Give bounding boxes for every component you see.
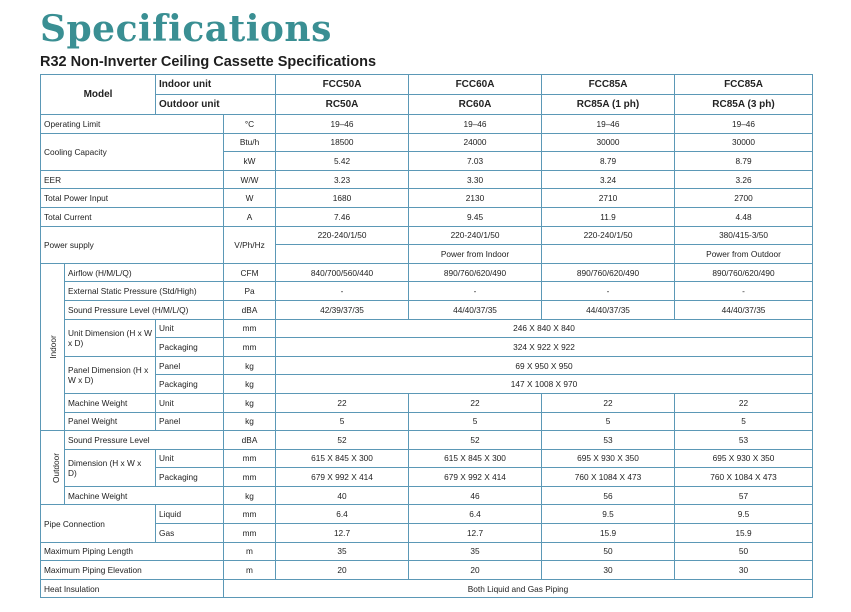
table-row [41,524,813,543]
value-cell: 4.48 [675,207,813,226]
spec-table [40,74,813,598]
value-cell: Power from Outdoor [675,245,813,264]
value-cell: 615 X 845 X 300 [409,449,542,468]
value-cell: 22 [675,393,813,412]
value-cell: 5 [276,412,409,431]
unit-cell: Pa [224,282,276,301]
value-cell: 22 [276,393,409,412]
value-cell: 5 [542,412,675,431]
outdoor-group-label: Outdoor [41,431,65,505]
unit-cell: dBA [224,431,276,450]
unit-cell: kg [224,375,276,394]
table-row [41,505,813,524]
outdoor-model: RC60A [409,95,542,115]
value-cell: 695 X 930 X 350 [675,449,813,468]
value-cell: 5 [409,412,542,431]
outdoor-unit-header: Outdoor unit [156,95,276,115]
table-row [41,300,813,319]
row-label: Total Power Input [41,189,224,208]
sub-label: Panel [156,412,224,431]
value-cell: 52 [276,431,409,450]
value-cell: - [675,282,813,301]
unit-cell: mm [224,449,276,468]
model-header: Model [41,75,156,115]
indoor-model: FCC85A [542,75,675,95]
value-cell: 890/760/620/490 [409,263,542,282]
value-cell: 35 [276,542,409,561]
row-label: Heat Insulation [41,579,224,598]
value-cell: 1680 [276,189,409,208]
table-header-row [41,75,813,95]
unit-cell: kW [224,152,276,171]
value-cell: 890/760/620/490 [542,263,675,282]
value-cell: 2710 [542,189,675,208]
value-cell: 50 [675,542,813,561]
table-row [41,338,813,357]
value-cell [276,245,409,264]
value-cell: 2700 [675,189,813,208]
value-cell: 5.42 [276,152,409,171]
table-row [41,115,813,134]
table-row [41,133,813,152]
value-cell: 69 X 950 X 950 [276,356,813,375]
row-label: Machine Weight [65,486,224,505]
sub-label: Unit [156,393,224,412]
value-cell: 22 [542,393,675,412]
value-cell: 8.79 [542,152,675,171]
table-row [41,170,813,189]
row-label: EER [41,170,224,189]
row-label: Dimension (H x W x D) [65,449,156,486]
table-row [41,263,813,282]
value-cell: - [409,282,542,301]
value-cell: 760 X 1084 X 473 [542,468,675,487]
value-cell: 220-240/1/50 [409,226,542,245]
unit-cell: mm [224,524,276,543]
row-label: Cooling Capacity [41,133,224,170]
value-cell: 380/415-3/50 [675,226,813,245]
value-cell: 20 [409,561,542,580]
value-cell: 324 X 922 X 922 [276,338,813,357]
value-cell: 3.26 [675,170,813,189]
value-cell: 3.24 [542,170,675,189]
value-cell: 3.23 [276,170,409,189]
value-cell: 18500 [276,133,409,152]
unit-cell: m [224,542,276,561]
value-cell: 7.46 [276,207,409,226]
value-cell: 42/39/37/35 [276,300,409,319]
value-cell: 46 [409,486,542,505]
unit-cell: dBA [224,300,276,319]
outdoor-model: RC85A (1 ph) [542,95,675,115]
value-cell: 19–46 [276,115,409,134]
value-cell: 57 [675,486,813,505]
value-cell: - [276,282,409,301]
sub-label: Packaging [156,338,224,357]
row-label: Airflow (H/M/L/Q) [65,263,224,282]
table-row [41,449,813,468]
indoor-model: FCC85A [675,75,813,95]
value-cell: 15.9 [542,524,675,543]
unit-cell: °C [224,115,276,134]
table-row [41,282,813,301]
value-cell: 40 [276,486,409,505]
row-label: External Static Pressure (Std/High) [65,282,224,301]
value-cell: 890/760/620/490 [675,263,813,282]
value-cell: Power from Indoor [409,245,542,264]
value-cell: 3.30 [409,170,542,189]
table-row [41,486,813,505]
table-row [41,393,813,412]
indoor-unit-header: Indoor unit [156,75,276,95]
value-cell: 11.9 [542,207,675,226]
value-cell: Both Liquid and Gas Piping [224,579,813,598]
table-row [41,468,813,487]
value-cell: 6.4 [409,505,542,524]
row-label: Unit Dimension (H x W x D) [65,319,156,356]
sub-label: Unit [156,449,224,468]
value-cell: 9.5 [542,505,675,524]
table-row [41,207,813,226]
value-cell: 12.7 [409,524,542,543]
sub-label: Gas [156,524,224,543]
value-cell: 53 [675,431,813,450]
row-label: Power supply [41,226,224,263]
row-label: Sound Pressure Level (H/M/L/Q) [65,300,224,319]
value-cell: 12.7 [276,524,409,543]
table-row [41,375,813,394]
value-cell: 9.5 [675,505,813,524]
value-cell [542,245,675,264]
table-row [41,412,813,431]
table-row [41,542,813,561]
value-cell: 30000 [542,133,675,152]
indoor-group-label: Indoor [41,263,65,430]
value-cell: 5 [675,412,813,431]
unit-cell: mm [224,338,276,357]
row-label: Machine Weight [65,393,156,412]
unit-cell: kg [224,393,276,412]
sub-label: Unit [156,319,224,338]
value-cell: 7.03 [409,152,542,171]
row-label: Operating Limit [41,115,224,134]
indoor-model: FCC60A [409,75,542,95]
table-row [41,356,813,375]
value-cell: 2130 [409,189,542,208]
unit-cell: Btu/h [224,133,276,152]
table-header-row [41,95,813,115]
unit-cell: V/Ph/Hz [224,226,276,263]
value-cell: 20 [276,561,409,580]
value-cell: 9.45 [409,207,542,226]
sub-label: Panel [156,356,224,375]
page-title: Specifications [40,8,332,50]
value-cell: 24000 [409,133,542,152]
value-cell: 679 X 992 X 414 [276,468,409,487]
unit-cell: W [224,189,276,208]
value-cell: 56 [542,486,675,505]
value-cell: 30 [542,561,675,580]
value-cell: 50 [542,542,675,561]
unit-cell: kg [224,412,276,431]
value-cell: 6.4 [276,505,409,524]
value-cell: 44/40/37/35 [675,300,813,319]
outdoor-model: RC85A (3 ph) [675,95,813,115]
value-cell: - [542,282,675,301]
value-cell: 615 X 845 X 300 [276,449,409,468]
row-label: Sound Pressure Level [65,431,224,450]
value-cell: 22 [409,393,542,412]
value-cell: 30 [675,561,813,580]
value-cell: 246 X 840 X 840 [276,319,813,338]
unit-cell: W/W [224,170,276,189]
value-cell: 19–46 [675,115,813,134]
table-row [41,431,813,450]
value-cell: 760 X 1084 X 473 [675,468,813,487]
unit-cell: A [224,207,276,226]
unit-cell: kg [224,356,276,375]
unit-cell: CFM [224,263,276,282]
row-label: Maximum Piping Length [41,542,224,561]
sub-label: Packaging [156,375,224,394]
row-label: Pipe Connection [41,505,156,542]
value-cell: 52 [409,431,542,450]
row-label: Panel Weight [65,412,156,431]
value-cell: 8.79 [675,152,813,171]
value-cell: 35 [409,542,542,561]
table-subtitle: R32 Non-Inverter Ceiling Cassette Specifications [40,54,377,70]
value-cell: 220-240/1/50 [276,226,409,245]
value-cell: 30000 [675,133,813,152]
unit-cell: kg [224,486,276,505]
table-row [41,189,813,208]
unit-cell: mm [224,319,276,338]
value-cell: 44/40/37/35 [542,300,675,319]
value-cell: 147 X 1008 X 970 [276,375,813,394]
unit-cell: m [224,561,276,580]
unit-cell: mm [224,468,276,487]
table-row [41,226,813,245]
table-row [41,561,813,580]
value-cell: 44/40/37/35 [409,300,542,319]
row-label: Total Current [41,207,224,226]
value-cell: 679 X 992 X 414 [409,468,542,487]
row-label: Maximum Piping Elevation [41,561,224,580]
value-cell: 53 [542,431,675,450]
value-cell: 220-240/1/50 [542,226,675,245]
value-cell: 15.9 [675,524,813,543]
table-row [41,579,813,598]
value-cell: 695 X 930 X 350 [542,449,675,468]
table-row [41,319,813,338]
value-cell: 19–46 [542,115,675,134]
value-cell: 840/700/560/440 [276,263,409,282]
row-label: Panel Dimension (H x W x D) [65,356,156,393]
sub-label: Liquid [156,505,224,524]
indoor-model: FCC50A [276,75,409,95]
outdoor-model: RC50A [276,95,409,115]
value-cell: 19–46 [409,115,542,134]
unit-cell: mm [224,505,276,524]
sub-label: Packaging [156,468,224,487]
